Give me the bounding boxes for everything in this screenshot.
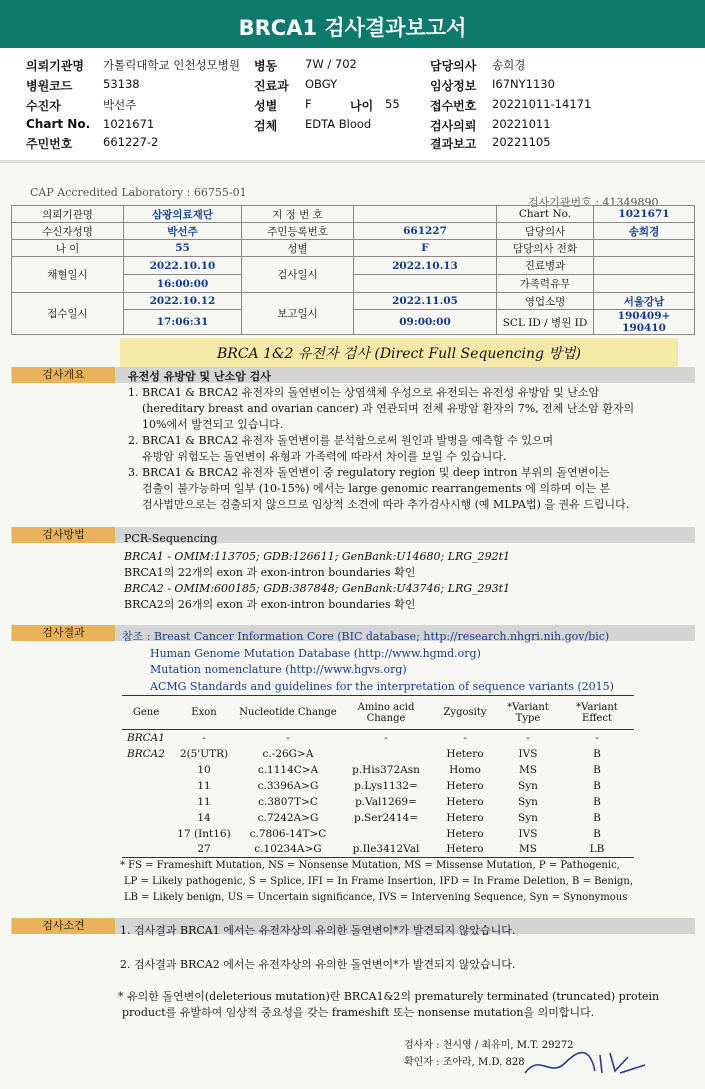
variant-cell: - [595, 731, 599, 744]
variant-cell [122, 794, 170, 810]
patient-value: 박선주 [103, 98, 137, 112]
variant-cell [122, 778, 170, 794]
variant-cell: c.7242A>G [257, 811, 319, 824]
specimen-label: 검체 [254, 119, 278, 133]
legend-line-2: LP = Likely pathogenic, S = Splice, IFI = In Frame Insertion, IFD = In Frame Deletion, B = Benign, [124, 876, 634, 887]
variant-cell: MS [519, 763, 537, 776]
variant-cell: 11 [197, 779, 211, 792]
reference-bic: 참조 : Breast Cancer Information Core (BIC database; http://research.nhgri.nih.gov/bic) [122, 630, 610, 643]
overview-p3b: 검출이 불가능하며 일부 (10-15%) 에서는 large genomic rearrangements 에 의하며 이는 본 [142, 482, 611, 495]
variant-cell [122, 826, 170, 842]
request-date-value: 20221011 [492, 117, 551, 131]
variant-row [122, 778, 634, 794]
report-title: BRCA1 검사결과보고서 [0, 0, 705, 48]
column-header: Zygosity [434, 696, 496, 730]
cell-value: 송희경 [594, 223, 695, 240]
overview-p1c: 10%에서 발견되고 있습니다. [142, 418, 284, 431]
confirmer-signature-line: 확인자 : 조아라, M.D. 828 [404, 1057, 525, 1068]
tester-signature-line: 검사자 : 천시영 / 최유미, M.T. 29272 [404, 1040, 574, 1051]
cell-value: 1021671 [594, 206, 695, 223]
cell-label: 나 이 [12, 240, 124, 257]
variant-row [122, 746, 634, 762]
cell-value: 2022.10.10 [124, 257, 242, 275]
cell-label: 담당의사 [497, 223, 594, 240]
overview-p2b: 유방암 위험도는 돌연변이 유형과 가족력에 따라서 차이를 보일 수 있습니다. [142, 450, 507, 463]
variant-cell [122, 810, 170, 826]
age-label: 나이 [350, 99, 374, 113]
opinion-note-2: product를 유발하여 임상적 중요성을 갖는 frameshift 또는 nonsense mutation을 의미합니다. [122, 1006, 595, 1019]
variant-cell: p.Ser2414= [353, 811, 418, 824]
cell-value: 2022.10.13 [354, 257, 497, 275]
dept-value: OBGY [305, 77, 338, 91]
variant-cell: Hetero [446, 795, 484, 808]
variant-cell: p.His372Asn [352, 763, 420, 776]
cell-value: 17:06:31 [124, 310, 242, 335]
variant-cell: c.3807T>C [258, 795, 318, 808]
doctor-label: 담당의사 [430, 59, 477, 73]
column-header: *Variant Type [496, 696, 560, 730]
overview-p1b: (hereditary breast and ovarian cancer) 과 연관되며 전체 유방암 환자의 7%, 전체 난소암 환자의 [142, 402, 635, 415]
cell-value: 190409+ 190410 [594, 310, 695, 335]
variant-cell [122, 762, 170, 778]
method-tag: 검사방법 [12, 527, 115, 543]
variant-cell: - [202, 731, 206, 744]
hospital-label: 의뢰기관명 [26, 59, 84, 73]
dept-label: 진료과 [254, 79, 289, 93]
cell-value: F [354, 240, 497, 257]
clinical-label: 임상정보 [430, 79, 477, 93]
overview-p2: 2. BRCA1 & BRCA2 유전자 돌연변이를 분석함으로써 원인과 발병을 예측할 수 있으며 [128, 434, 554, 447]
variant-cell: p.Ile3412Val [338, 842, 434, 858]
variant-cell: - [463, 731, 467, 744]
column-header: *Variant Effect [560, 696, 634, 730]
opinion-note-1: * 유의한 돌연변이(deleterious mutation)란 BRCA1&2의 prematurely terminated (truncated) protein [118, 990, 660, 1003]
cell-value: 박선주 [124, 223, 242, 240]
variant-cell: 2(5'UTR) [179, 747, 229, 760]
variant-cell: c.1114C>A [257, 763, 319, 776]
opinion-line-2: 2. 검사결과 BRCA2 에서는 유전자상의 유의한 돌연변이*가 발견되지 않았습니다. [120, 958, 516, 971]
rrn-value: 661227-2 [103, 135, 159, 149]
variant-cell: LB [560, 842, 634, 858]
variant-cell: Syn [518, 811, 538, 824]
column-header: Exon [170, 696, 238, 730]
cap-accreditation: CAP Accredited Laboratory : 66755-01 [30, 186, 247, 199]
cell-value: 삼광의료재단 [124, 206, 242, 223]
overview-p3c: 검사법만으로는 검출되지 않으므로 임상적 소견에 따라 추가검사시행 (예 MLPA법) 을 권유 드립니다. [142, 498, 630, 511]
opinion-line-1: 1. 검사결과 BRCA1 에서는 유전자상의 유의한 돌연변이*가 발견되지 않았습니다. [120, 924, 516, 937]
variant-cell: c.10234A>G [238, 842, 338, 858]
method-line-1: PCR-Sequencing [124, 532, 218, 545]
variant-cell: IVS [518, 747, 538, 760]
cell-label: 채혈일시 [12, 257, 124, 293]
variant-cell: 27 [170, 842, 238, 858]
clinical-value: I67NY1130 [492, 77, 555, 91]
cell-label: 접수일시 [12, 293, 124, 335]
variant-cell: Syn [518, 779, 538, 792]
legend-line-1: * FS = Frameshift Mutation, NS = Nonsense Mutation, MS = Missense Mutation, P = Pathogenic, [120, 860, 620, 871]
overview-p3: 3. BRCA1 & BRCA2 유전자 돌연변이 중 regulatory region 및 deep intron 부위의 돌연변이는 [128, 466, 610, 479]
variant-cell: c.7806-14T>C [249, 827, 327, 840]
variant-cell [122, 842, 170, 858]
variant-cell: Hetero [434, 842, 496, 858]
cell-label: 성별 [242, 240, 354, 257]
cell-value: 서울강남 [594, 293, 695, 310]
variant-cell: c.3396A>G [257, 779, 319, 792]
cell-label: 의뢰기관명 [12, 206, 124, 223]
cell-label: 담당의사 전화 [497, 240, 594, 257]
code-value: 53138 [103, 77, 140, 91]
variant-cell: Hetero [446, 811, 484, 824]
variant-cell: B [593, 811, 601, 824]
handwritten-signature [520, 1043, 650, 1083]
variant-cell: 17 (Int16) [177, 827, 231, 840]
variant-cell: Syn [518, 795, 538, 808]
reference-hgmd: Human Genome Mutation Database (http://www.hgmd.org) [150, 647, 481, 660]
variant-row [122, 810, 634, 826]
variant-cell: 10 [197, 763, 211, 776]
column-header: Gene [122, 696, 170, 730]
cell-label: 검사일시 [242, 257, 354, 293]
hospital-value: 가톨릭대학교 인천성모병원 [103, 58, 240, 72]
result-tag: 검사결과 [12, 625, 115, 641]
cell-label: 영업소명 [497, 293, 594, 310]
variant-cell: B [593, 795, 601, 808]
variant-cell: p.Lys1132= [354, 779, 418, 792]
variant-cell: Hetero [446, 747, 484, 760]
cell-value: 2022.11.05 [354, 293, 497, 310]
variant-cell: B [593, 779, 601, 792]
ward-label: 병동 [254, 59, 278, 73]
column-header: Nucleotide Change [238, 696, 338, 730]
receipt-label: 접수번호 [430, 99, 477, 113]
cell-value: 661227 [354, 223, 497, 240]
sex-value: F [305, 97, 312, 111]
lab-registration-number: 검사기관번호 : 41349890 [528, 196, 659, 209]
variant-row [122, 730, 634, 746]
cell-label: 가족력유무 [497, 275, 594, 293]
method-line-5: BRCA2의 26개의 exon 과 exon-intron boundaries 확인 [124, 598, 416, 611]
sex-label: 성별 [254, 99, 278, 113]
variant-row [122, 762, 634, 778]
cell-label: 진료병과 [497, 257, 594, 275]
chart-value: 1021671 [103, 117, 155, 131]
patient-label: 수진자 [26, 99, 61, 113]
rrn-label: 주민번호 [26, 137, 73, 151]
variant-cell: BRCA2 [127, 747, 165, 760]
variant-cell: Homo [449, 763, 481, 776]
order-info [0, 54, 705, 154]
method-line-2: BRCA1 - OMIM:113705; GDB:126611; GenBank:U14680; LRG_292t1 [124, 550, 511, 563]
request-date-label: 검사의뢰 [430, 119, 477, 133]
specimen-value: EDTA Blood [305, 117, 372, 131]
legend-line-3: LB = Likely benign, US = Uncertain significance, IVS = Intervening Sequence, Syn = Synonymous [124, 892, 628, 903]
doctor-value: 송희경 [492, 58, 526, 72]
variant-cell: B [593, 763, 601, 776]
cell-label: Chart No. [497, 206, 594, 223]
cell-label: 수신자성명 [12, 223, 124, 240]
overview-p1: 1. BRCA1 & BRCA2 유전자의 돌연변이는 상염색체 우성으로 유전되는 유전성 유방암 및 난소암 [128, 386, 600, 399]
variant-cell: 11 [197, 795, 211, 808]
variant-cell: MS [496, 842, 560, 858]
variant-cell: Hetero [446, 779, 484, 792]
cell-value: 16:00:00 [124, 275, 242, 293]
overview-heading: 유전성 유방암 및 난소암 검사 [128, 370, 271, 383]
variant-cell: BRCA1 [127, 731, 165, 744]
cell-label: 지 정 번 호 [242, 206, 354, 223]
cell-label: 주민등록번호 [242, 223, 354, 240]
ward-value: 7W / 702 [305, 57, 357, 71]
overview-tag: 검사개요 [12, 367, 115, 383]
variant-cell: c.-26G>A [262, 747, 314, 760]
variant-cell: p.Val1269= [355, 795, 417, 808]
cell-value: 55 [124, 240, 242, 257]
lab-info-table [11, 205, 695, 335]
reference-hgvs: Mutation nomenclature (http://www.hgvs.org) [150, 663, 407, 676]
cell-value: 09:00:00 [354, 310, 497, 335]
cell-label: 보고일시 [242, 293, 354, 335]
chart-label: Chart No. [26, 117, 91, 131]
variant-cell: B [593, 827, 601, 840]
age-value: 55 [385, 97, 400, 111]
variant-cell [338, 826, 434, 842]
cell-value: 2022.10.12 [124, 293, 242, 310]
variant-cell [338, 746, 434, 762]
variant-cell: B [593, 747, 601, 760]
variant-row [122, 826, 634, 842]
test-title-band: BRCA 1&2 유전자 검사 (Direct Full Sequencing 방법) [120, 338, 678, 371]
variant-results-table [122, 695, 634, 858]
variant-row [122, 794, 634, 810]
column-header: Amino acid Change [338, 696, 434, 730]
method-line-4: BRCA2 - OMIM:600185; GDB:387848; GenBank:U43746; LRG_293t1 [124, 582, 511, 595]
cell-label: SCL ID / 병원 ID [497, 310, 594, 335]
variant-cell: Hetero [446, 827, 484, 840]
method-line-3: BRCA1의 22개의 exon 과 exon-intron boundaries 확인 [124, 566, 416, 579]
variant-row [122, 842, 634, 858]
reference-acmg: ACMG Standards and guidelines for the interpretation of sequence variants (2015) [150, 680, 614, 693]
report-date-label: 결과보고 [430, 137, 477, 151]
variant-cell: - [384, 731, 388, 744]
variant-cell: IVS [518, 827, 538, 840]
scanned-lab-report [0, 160, 705, 1089]
report-date-value: 20221105 [492, 135, 551, 149]
opinion-tag: 검사소견 [12, 918, 115, 934]
variant-cell: - [286, 731, 290, 744]
receipt-value: 20221011-14171 [492, 97, 592, 111]
variant-cell: 14 [197, 811, 211, 824]
variant-cell: - [526, 731, 530, 744]
code-label: 병원코드 [26, 79, 73, 93]
